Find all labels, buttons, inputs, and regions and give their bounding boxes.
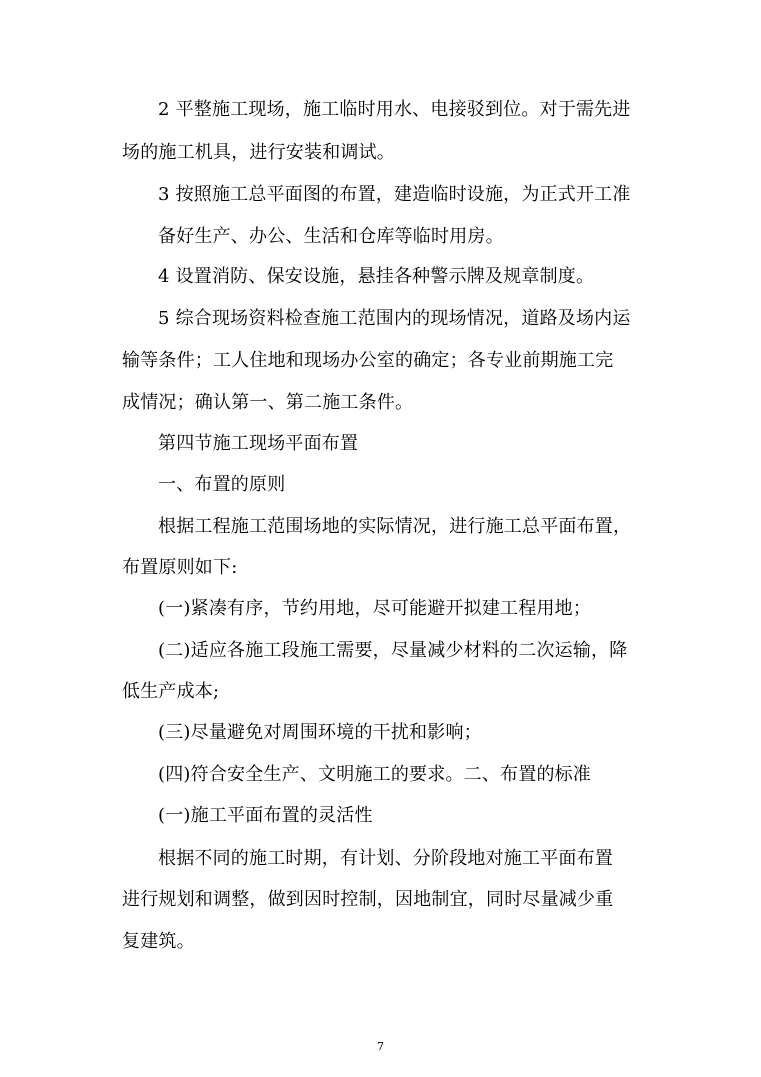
list-item: (三)尽量避免对周围环境的干扰和影响； [158, 722, 482, 743]
text-line: 5 综合现场资料检查施工范围内的现场情况，道路及场内运 [158, 308, 631, 329]
text-line: 3 按照施工总平面图的布置，建造临时设施，为正式开工准 [158, 184, 631, 205]
subsection-heading: 一、布置的原则 [158, 474, 286, 495]
text-line: 场的施工机具，进行安装和调试。 [122, 142, 395, 163]
section-heading: 第四节施工现场平面布置 [158, 433, 359, 454]
text-line: 进行规划和调整，做到因时控制，因地制宜，同时尽量减少重 [122, 889, 614, 910]
list-item: (四)符合安全生产、文明施工的要求。二、布置的标准 [158, 764, 592, 785]
text-line: 复建筑。 [122, 931, 195, 952]
text-line: 根据工程施工范围场地的实际情况，进行施工总平面布置， [158, 516, 632, 537]
text-line: 4 设置消防、保安设施，悬挂各种警示牌及规章制度。 [158, 266, 595, 287]
text-line: 布置原则如下: [122, 557, 238, 578]
text-line: 成情况；确认第一、第二施工条件。 [122, 392, 414, 413]
text-line: 低生产成本; [122, 681, 220, 702]
text-line: 备好生产、办公、生活和仓库等临时用房。 [158, 226, 504, 247]
list-item: (二)适应各施工段施工需要，尽量减少材料的二次运输，降 [158, 640, 628, 661]
list-item: (一)紧凑有序，节约用地，尽可能避开拟建工程用地； [158, 598, 592, 619]
text-line: 2 平整施工现场，施工临时用水、电接驳到位。对于需先进 [158, 99, 631, 120]
text-line: 根据不同的施工时期，有计划、分阶段地对施工平面布置 [158, 848, 613, 869]
page-number: 7 [377, 1040, 384, 1053]
list-item: (一)施工平面布置的灵活性 [158, 805, 373, 826]
text-line: 输等条件；工人住地和现场办公室的确定；各专业前期施工完 [122, 350, 614, 371]
